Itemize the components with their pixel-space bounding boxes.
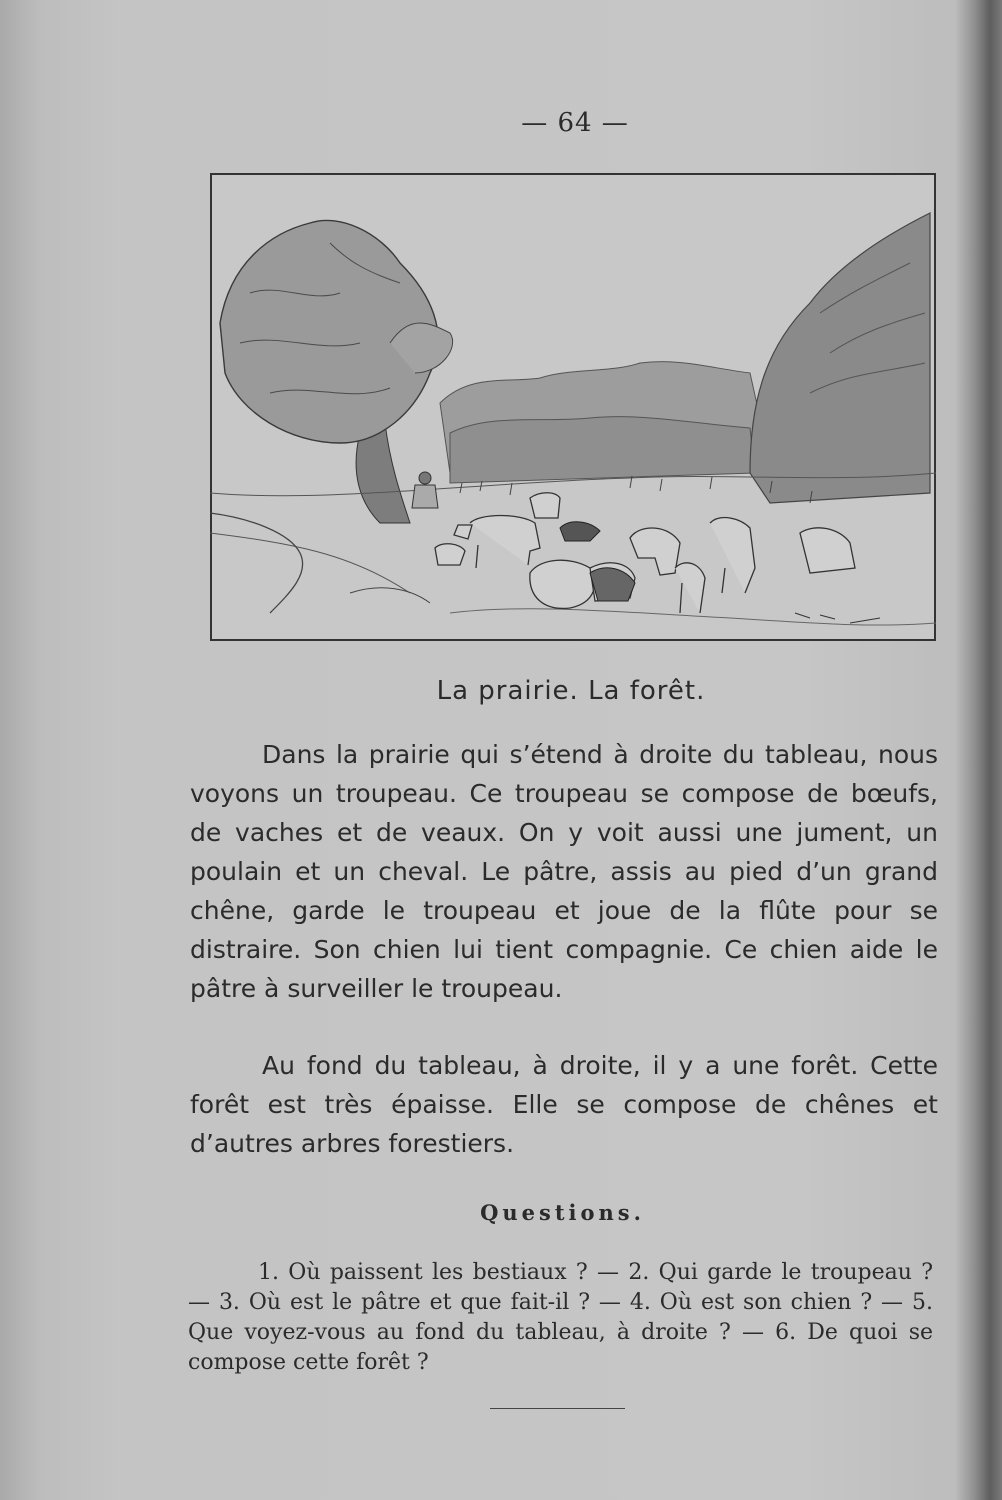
landscape-engraving-icon (210, 173, 936, 643)
questions-text: 1. Où paissent les bestiaux ? — 2. Qui garde le troupeau ? — 3. Où est le pâtre et que fait-il ? — 4. Où est son chien ? — 5. Que voyez-vous au fond du tableau, à droite ? — 6. De quoi se compose cette forêt ? (188, 1260, 933, 1375)
questions-heading: Questions. (480, 1200, 645, 1225)
end-divider (490, 1408, 625, 1409)
paragraph-1: Dans la prairie qui s’étend à droite du tableau, nous voyons un troupeau. Ce troupeau se compose de bœufs, de vaches et de veaux. On y voit aussi une jument, un poulain et un cheval. Le pâtre, assis au pied d’un grand chêne, garde le troupeau et joue de la flûte pour se distraire. Son chien lui tient compagnie. Ce chien aide le pâtre à surveiller le troupeau. (190, 740, 938, 1003)
illustration-caption: La prairie. La forêt. (436, 676, 706, 706)
pastoral-landscape-illustration (210, 173, 936, 643)
paragraph-2: Au fond du tableau, à droite, il y a une forêt. Cette forêt est très épaisse. Elle se compose de chênes et d’autres arbres forestiers. (190, 1051, 938, 1158)
page-number: — 64 — (521, 108, 629, 138)
